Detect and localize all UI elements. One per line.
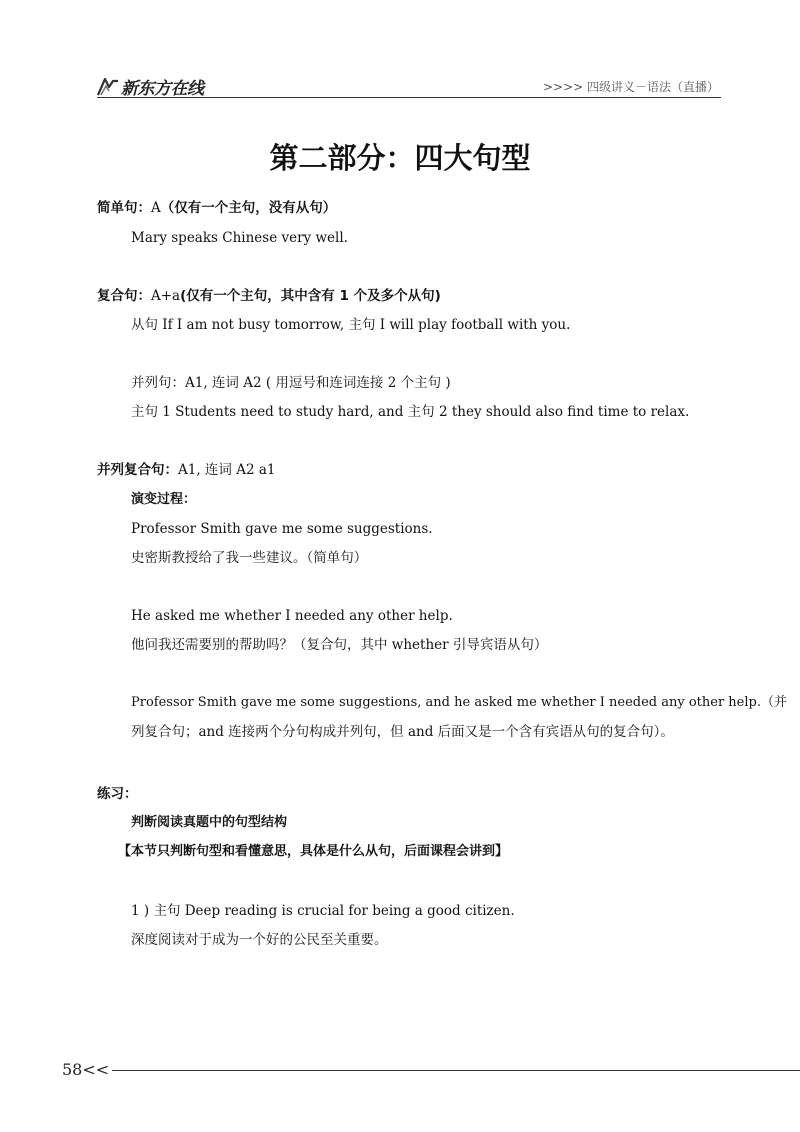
process-line: 史密斯教授给了我一些建议。（简单句）	[131, 550, 368, 566]
footer-divider	[112, 1070, 800, 1071]
logo-swoosh-icon	[97, 77, 119, 97]
header-divider	[97, 97, 721, 98]
practice-task: 判断阅读真题中的句型结构	[131, 815, 288, 830]
heading-label: 并列复合句：	[97, 462, 178, 478]
heading-note: （仅有一个主句，没有从句）	[160, 200, 337, 216]
heading-label: 复合句：	[97, 288, 151, 304]
logo-text: 新东方在线	[121, 79, 204, 99]
process-line: 列复合句；and 连接两个分句构成并列句，但 and 后面又是一个含有宾语从句的复合句）。	[131, 724, 674, 740]
process-label: 演变过程：	[131, 492, 197, 507]
heading-label: 简单句：	[97, 200, 151, 216]
compound-sentence-example: 主句 1 Students need to study hard, and 主句 2 they should also find time to relax.	[131, 404, 690, 420]
process-line: 他问我还需要别的帮助吗？（复合句，其中 whether 引导宾语从句）	[131, 637, 548, 653]
page-title: 第二部分：四大句型	[269, 141, 531, 175]
practice-question-english: 1 ) 主句 Deep reading is crucial for being a good citizen.	[131, 903, 515, 919]
heading-formula: A+a	[151, 288, 181, 304]
practice-heading: 练习：	[97, 786, 138, 802]
heading-formula: A1, 连词 A2 a1	[178, 462, 276, 478]
logo	[97, 74, 204, 99]
practice-note: 【本节只判断句型和看懂意思，具体是什么从句，后面课程会讲到】	[118, 844, 509, 859]
breadcrumb: >>>> 四级讲义－语法（直播）	[542, 80, 719, 94]
simple-sentence-example: Mary speaks Chinese very well.	[131, 230, 348, 246]
practice-question-chinese: 深度阅读对于成为一个好的公民至关重要。	[131, 932, 388, 948]
process-line: Professor Smith gave me some suggestions.	[131, 521, 433, 537]
heading-note: (仅有一个主句，其中含有 1 个及多个从句)	[180, 288, 441, 304]
complex-sentence-heading	[97, 286, 441, 306]
page-number: 58<<	[62, 1060, 110, 1079]
process-line: Professor Smith gave me some suggestions, and he asked me whether I needed any other help.（并	[131, 695, 787, 710]
process-line: He asked me whether I needed any other help.	[131, 608, 453, 624]
complex-sentence-example: 从句 If I am not busy tomorrow, 主句 I will play football with you.	[131, 317, 571, 333]
compound-sentence-heading: 并列句：A1, 连词 A2 ( 用逗号和连词连接 2 个主句 )	[131, 375, 451, 391]
heading-formula: A	[151, 200, 161, 216]
compound-complex-heading	[97, 460, 275, 480]
simple-sentence-heading	[97, 198, 336, 218]
page-header	[97, 72, 719, 98]
